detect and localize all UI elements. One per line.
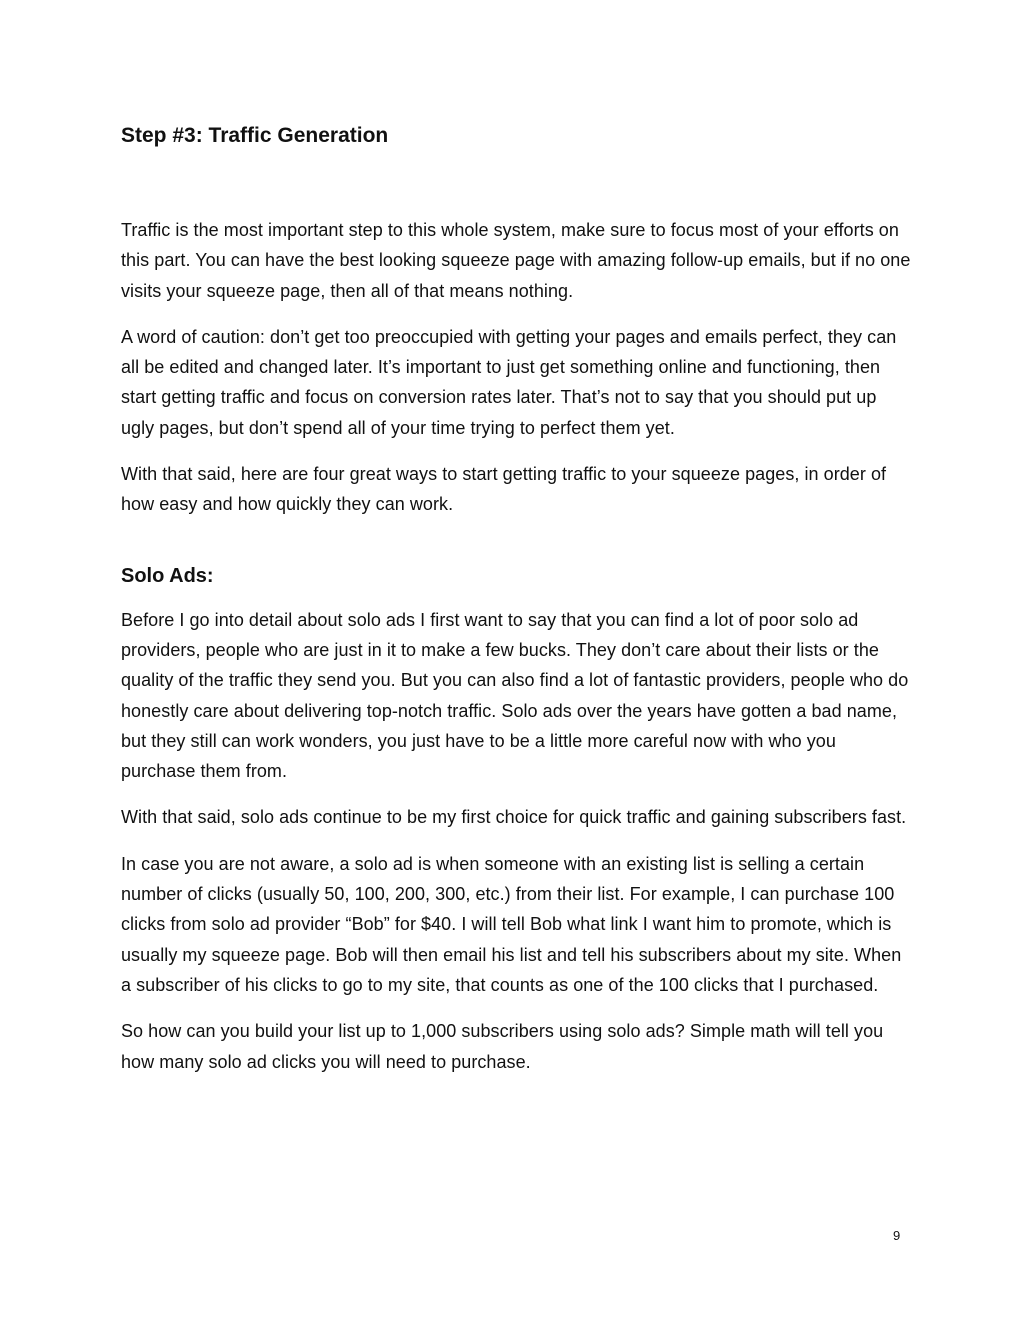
step-heading: Step #3: Traffic Generation: [121, 124, 389, 147]
solo-ads-paragraph-1: Before I go into detail about solo ads I first want to say that you can find a lot of poor solo ad providers, people who are just in it to make a few bucks. They don’t care about their lists or the quality of the traffic they send you. But you can also find a lot of fantastic providers, people who do honestly care about delivering top-notch traffic. Solo ads over the years have gotten a bad name, but they still can work wonders, you just have to be a little more careful now with who you purchase them from.: [121, 609, 909, 782]
solo-ads-paragraph-3: In case you are not aware, a solo ad is when someone with an existing list is selling a certain number of clicks (usually 50, 100, 200, 300, etc.) from their list. For example, I can purchase 100 clicks from solo ad provider “Bob” for $40. I will tell Bob what link I want him to promote, which is usually my squeeze page. Bob will then email his list and tell his subscribers about my site. When a subscriber of his clicks to go to my site, that counts as one of the 100 clicks that I purchased.: [121, 853, 902, 995]
solo-ads-paragraph-2: With that said, solo ads continue to be my first choice for quick traffic and gaining subscribers fast.: [121, 807, 907, 828]
intro-paragraph-2: A word of caution: don’t get too preoccupied with getting your pages and emails perfect, they can all be edited and changed later. It’s important to just get something online and functioning, then start getting traffic and focus on conversion rates later. That’s not to say that you should put up ugly pages, but don’t spend all of your time trying to perfect them yet.: [121, 326, 897, 438]
intro-paragraph-1: Traffic is the most important step to this whole system, make sure to focus most of your efforts on this part. You can have the best looking squeeze page with amazing follow-up emails, but if no one visits your squeeze page, then all of that means nothing.: [121, 220, 911, 301]
section-heading-solo-ads: Solo Ads:: [121, 564, 214, 587]
solo-ads-paragraph-4: So how can you build your list up to 1,000 subscribers using solo ads? Simple math will tell you how many solo ad clicks you will need to purchase.: [121, 1021, 884, 1072]
page-number: 9: [893, 1228, 901, 1243]
page-content: [121, 120, 911, 1093]
intro-paragraph-3: With that said, here are four great ways to start getting traffic to your squeeze pages, in order of how easy and how quickly they can work.: [121, 464, 887, 515]
